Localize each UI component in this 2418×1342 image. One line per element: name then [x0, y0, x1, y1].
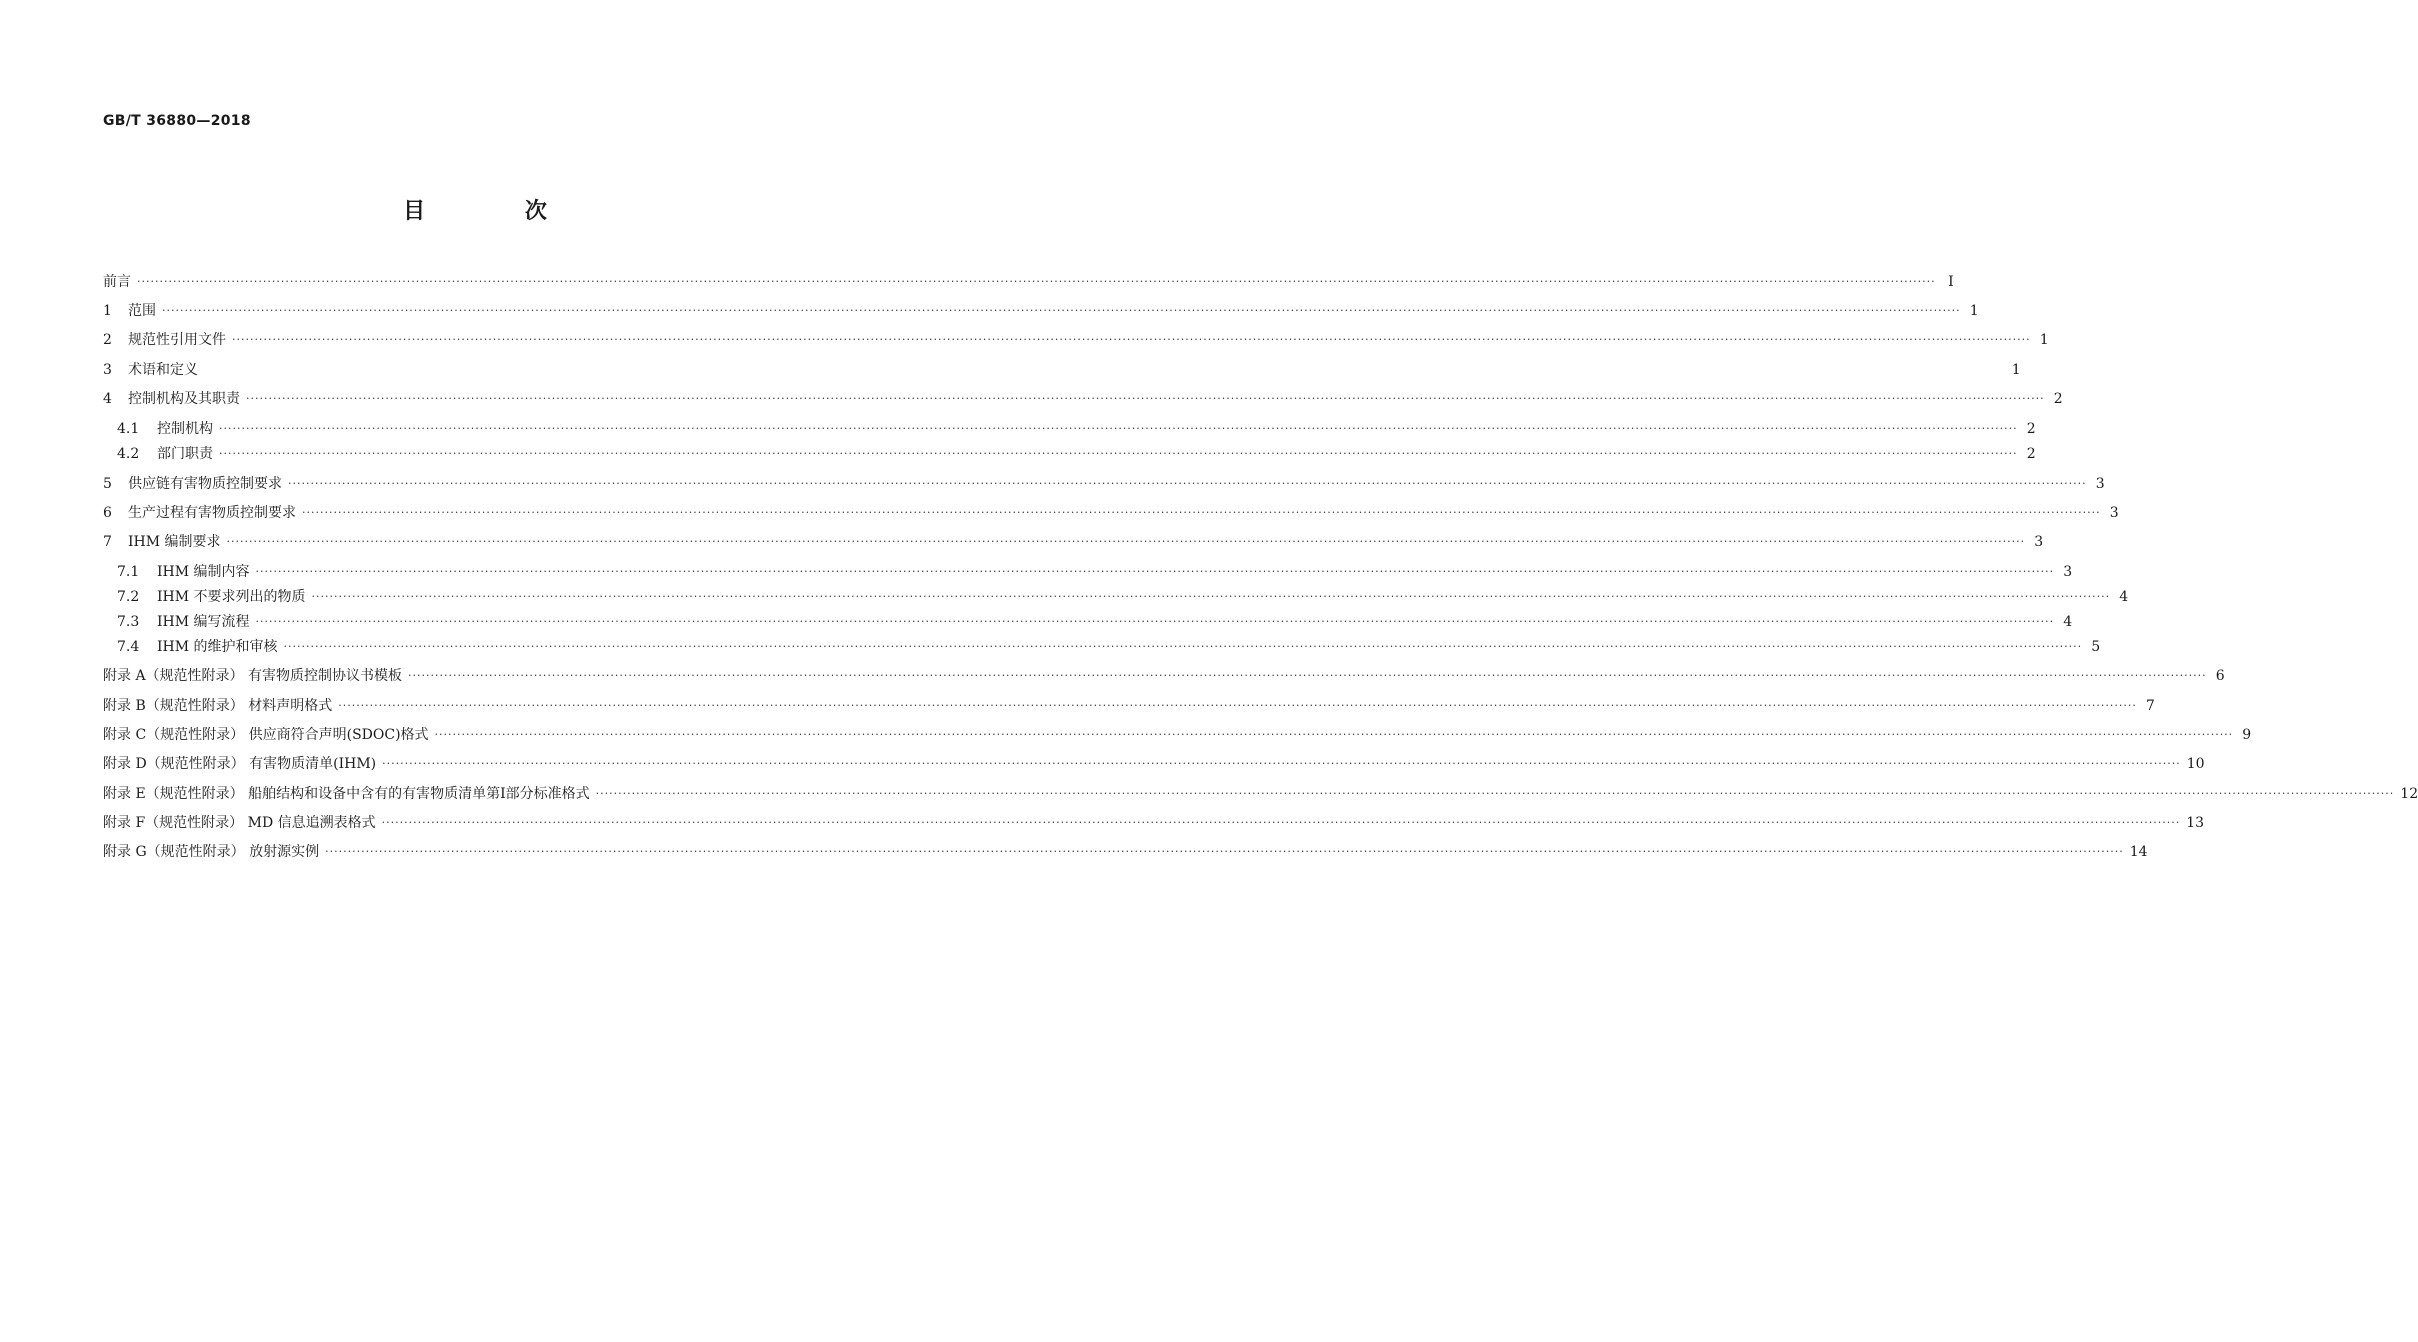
toc-entry-7-1[interactable] — [103, 560, 2073, 584]
toc-leader: ················································································································································································································································································································································································································ — [288, 477, 2087, 490]
toc-entry-number: 7.2 — [117, 589, 140, 605]
toc-entry-label: IHM 编制内容 — [157, 564, 250, 580]
toc-entry-4-2[interactable] — [103, 442, 2036, 466]
toc-entry-7-3[interactable] — [103, 610, 2073, 634]
toc-entry-label: IHM 编写流程 — [157, 614, 250, 630]
toc-leader: ················································································································································································································································································································································································································ — [434, 728, 2234, 741]
toc-entry-number: 7 — [103, 534, 112, 550]
toc-entry-foreword[interactable] — [103, 270, 1954, 294]
toc-entry-4-1[interactable] — [103, 417, 2036, 441]
toc-entry-6[interactable] — [103, 501, 2119, 525]
toc-entry-appendix-d[interactable] — [103, 752, 2205, 776]
toc-entry-number: 3 — [103, 362, 112, 378]
toc-page-number: 1 — [1969, 303, 1979, 319]
toc-entry-appendix-c[interactable] — [103, 723, 2252, 747]
toc-entry-4[interactable] — [103, 387, 2063, 411]
toc-page-number: Ⅰ — [1948, 274, 1954, 290]
toc-entry-label: 附录 A（规范性附录） 有害物质控制协议书模板 — [103, 668, 403, 684]
toc-page-number: 3 — [2095, 476, 2105, 492]
toc-entry-label: 术语和定义 — [128, 362, 198, 378]
toc-entry-appendix-a[interactable] — [103, 664, 2225, 688]
toc-page-number: 12 — [2400, 786, 2418, 802]
toc-entry-7-2[interactable] — [103, 585, 2129, 609]
toc-leader: ················································································································································································································································································································································································································ — [226, 535, 2026, 548]
toc-entry-2[interactable] — [103, 328, 2049, 352]
toc-leader: ················································································································································································································································································································································································································ — [219, 422, 2018, 435]
toc-entry-7[interactable] — [103, 530, 2044, 554]
toc-entry-label: 供应链有害物质控制要求 — [128, 476, 282, 492]
toc-page-number: 10 — [2186, 756, 2205, 772]
toc-entry-label: IHM 不要求列出的物质 — [157, 589, 306, 605]
toc-page-number: 1 — [2039, 332, 2049, 348]
toc-entry-label: IHM 的维护和审核 — [157, 639, 278, 655]
toc-leader: ················································································································································································································································································································································································································ — [232, 333, 2031, 346]
toc-entry-label: 附录 D（规范性附录） 有害物质清单(IHM) — [103, 756, 377, 772]
toc-leader: ················································································································································································································································································································································································································ — [325, 845, 2124, 858]
toc-entry-appendix-g[interactable] — [103, 840, 2148, 864]
toc-page-number: 3 — [2063, 564, 2073, 580]
page-title: 目 次 — [403, 199, 593, 224]
toc-entry-label: 附录 F（规范性附录） MD 信息追溯表格式 — [103, 815, 376, 831]
toc-page-number: 3 — [2109, 505, 2119, 521]
toc-entry-appendix-e[interactable] — [103, 782, 2418, 806]
toc-leader: ················································································································································································································································································································································································································ — [162, 304, 1961, 317]
toc-page-number: 3 — [2034, 534, 2044, 550]
toc-page-number: 4 — [2119, 589, 2129, 605]
toc-entry-label: 范围 — [128, 303, 156, 319]
toc-entry-1[interactable] — [103, 299, 1979, 323]
toc-leader: ················································································································································································································································································································································································································ — [255, 615, 2055, 628]
toc-entry-label: 附录 C（规范性附录） 供应商符合声明(SDOC)格式 — [103, 727, 429, 743]
toc-entry-number: 4 — [103, 391, 112, 407]
toc-entry-7-4[interactable] — [103, 635, 2101, 659]
toc-leader: ················································································································································································································································································································································································································ — [246, 392, 2045, 405]
toc-leader: ················································································································································································································································································································································································································ — [408, 669, 2207, 682]
toc-leader: ················································································································································································································································································································································································································ — [595, 787, 2395, 800]
toc-page-number: 7 — [2145, 698, 2155, 714]
toc-entry-label: 附录 B（规范性附录） 材料声明格式 — [103, 698, 333, 714]
toc-page-number: 6 — [2215, 668, 2225, 684]
toc-page-number: 2 — [2026, 421, 2036, 437]
toc-entry-number: 4.2 — [117, 446, 140, 462]
toc-page-number: 5 — [2091, 639, 2101, 655]
toc-entry-label: 前言 — [103, 274, 131, 290]
toc-page-number: 2 — [2053, 391, 2063, 407]
toc-entry-label: IHM 编制要求 — [128, 534, 221, 550]
toc-entry-label: 规范性引用文件 — [128, 332, 226, 348]
toc-entry-5[interactable] — [103, 472, 2105, 496]
toc-entry-label: 部门职责 — [157, 446, 213, 462]
standard-code: GB/T 36880—2018 — [103, 113, 251, 129]
toc-leader: ················································································································································································································································································································································································································ — [219, 447, 2018, 460]
toc-leader: ················································································································································································································································································································································································································ — [381, 816, 2181, 829]
toc-leader: ················································································································································································································································································································································································································ — [311, 590, 2111, 603]
toc-leader: ················································································································································································································································································································································································································ — [283, 640, 2083, 653]
toc-entry-number: 5 — [103, 476, 112, 492]
toc-entry-label: 生产过程有害物质控制要求 — [128, 505, 296, 521]
toc-leader: ················································································································································································································································································································································································································ — [137, 275, 1936, 288]
toc-page-number: 2 — [2026, 446, 2036, 462]
toc-entry-number: 2 — [103, 332, 112, 348]
toc-entry-number: 7.3 — [117, 614, 140, 630]
toc-entry-label: 控制机构及其职责 — [128, 391, 240, 407]
toc-entry-label: 附录 G（规范性附录） 放射源实例 — [103, 844, 320, 860]
toc-entry-number: 7.4 — [117, 639, 140, 655]
toc-page-number: 14 — [2129, 844, 2148, 860]
toc-entry-label: 附录 E（规范性附录） 船舶结构和设备中含有的有害物质清单第Ⅰ部分标准格式 — [103, 786, 590, 802]
toc-leader: ················································································································································································································································································································································································································ — [338, 699, 2137, 712]
toc-entry-number: 6 — [103, 505, 112, 521]
toc-entry-number: 4.1 — [117, 421, 140, 437]
toc-page-number: 1 — [2011, 362, 2021, 378]
toc-entry-3[interactable] — [103, 358, 2021, 382]
toc-entry-label: 控制机构 — [157, 421, 213, 437]
toc-page-number: 9 — [2242, 727, 2252, 743]
toc-page-number: 4 — [2063, 614, 2073, 630]
toc-entry-appendix-b[interactable] — [103, 694, 2155, 718]
toc-leader: ················································································································································································································································································································································································································ — [302, 506, 2101, 519]
toc-entry-number: 7.1 — [117, 564, 140, 580]
toc-leader: ················································································································································································································································································································································································································ — [255, 565, 2055, 578]
toc-entry-number: 1 — [103, 303, 112, 319]
toc-leader: ················································································································································································································································································································································································································ — [382, 757, 2181, 770]
toc-page-number: 13 — [2186, 815, 2205, 831]
toc-entry-appendix-f[interactable] — [103, 811, 2205, 835]
